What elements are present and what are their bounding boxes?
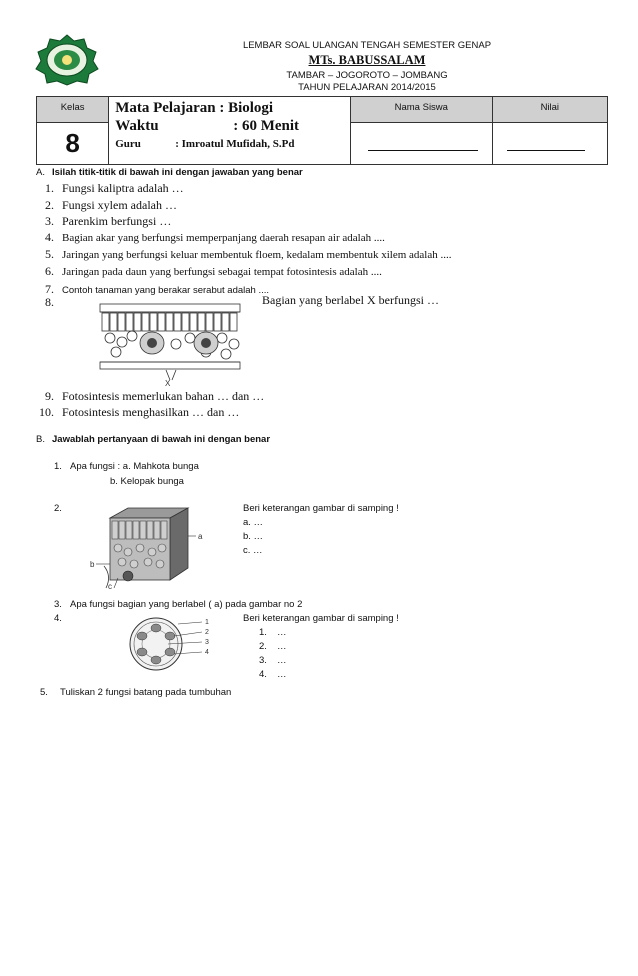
score-answer-cell[interactable] <box>492 123 607 165</box>
question-b-3 <box>54 599 302 610</box>
question-b-4-prompt: Beri keterangan gambar di samping ! <box>243 613 399 624</box>
figure-label-2: 2 <box>205 629 209 636</box>
name-label-cell <box>350 97 492 123</box>
question-a-1 <box>34 181 184 196</box>
question-number: 2. <box>45 198 54 212</box>
question-a-7 <box>34 282 269 297</box>
stem-cross-section-figure <box>128 614 218 674</box>
kelas-label: Kelas <box>60 102 85 113</box>
figure-label-b: b <box>90 560 95 569</box>
question-text: Fotosintesis menghasilkan … dan … <box>62 405 240 419</box>
question-number: 9. <box>45 389 54 403</box>
teacher-value: : Imroatul Mufidah, S.Pd <box>175 138 295 150</box>
question-b-4-number: 4. <box>54 613 62 624</box>
question-number: 10. <box>39 405 54 419</box>
question-a-8-text: Bagian yang berlabel X berfungsi … <box>262 293 439 307</box>
question-text: Jaringan yang berfungsi keluar membentuk floem, kedalam membentuk xilem adalah .... <box>62 249 452 261</box>
question-text: Contoh tanaman yang berakar serabut adalah .... <box>62 285 270 296</box>
question-b-4-answer-2[interactable] <box>259 641 287 652</box>
question-a-8-number <box>34 295 62 310</box>
teacher-label: Guru <box>115 138 141 150</box>
figure-label-3: 3 <box>205 639 209 646</box>
question-text: Fotosintesis memerlukan bahan … dan … <box>62 389 265 403</box>
question-b-2-answer-b[interactable]: b. … <box>243 531 264 542</box>
question-number: 5. <box>40 687 48 698</box>
question-text: Bagian akar yang berfungsi memperpanjang daerah resapan air adalah .... <box>62 232 385 244</box>
question-number: 1. <box>45 181 54 195</box>
section-b-heading <box>36 434 270 445</box>
leaf-cross-section-figure <box>96 300 246 388</box>
leaf-structure-figure <box>88 506 238 590</box>
question-a-10 <box>34 405 239 420</box>
question-number: 3. <box>45 214 54 228</box>
answer-blank[interactable]: … <box>277 641 287 652</box>
question-text: Apa fungsi : a. Mahkota bunga <box>70 461 199 472</box>
figure-label-c: c <box>108 582 112 590</box>
kelas-value-cell <box>37 123 109 165</box>
question-b-2-answer-c[interactable]: c. … <box>243 545 263 556</box>
section-a-letter: A. <box>36 167 45 178</box>
question-number: 1. <box>54 461 62 472</box>
academic-year: TAHUN PELAJARAN 2014/2015 <box>298 82 436 93</box>
question-number: 8. <box>45 295 54 309</box>
score-answer-line[interactable] <box>507 149 585 151</box>
question-text: Apa fungsi bagian yang berlabel ( a) pada gambar no 2 <box>70 599 303 610</box>
score-label: Nilai <box>540 102 560 113</box>
figure-label-x: X <box>165 379 171 388</box>
question-number: 7. <box>45 282 54 296</box>
question-text: Jaringan pada daun yang berfungsi sebagai tempat fotosintesis adalah .... <box>62 266 382 278</box>
header-title: LEMBAR SOAL ULANGAN TENGAH SEMESTER GENAP <box>242 40 492 51</box>
school-address: TAMBAR – JOGOROTO – JOMBANG <box>286 70 448 81</box>
name-answer-cell[interactable] <box>350 123 492 165</box>
figure-label-4: 4 <box>205 649 209 656</box>
question-b-1-sub: b. Kelopak bunga <box>110 476 184 487</box>
question-number: 4. <box>45 230 54 244</box>
section-a-title: Isilah titik-titik di bawah ini dengan jawaban yang benar <box>52 167 303 178</box>
answer-blank[interactable]: … <box>277 669 287 680</box>
time-label: Waktu <box>115 118 159 134</box>
info-table <box>36 96 608 165</box>
answer-blank[interactable]: … <box>277 627 287 638</box>
question-text: Parenkim berfungsi … <box>62 214 172 228</box>
section-b-title: Jawablah pertanyaan di bawah ini dengan benar <box>52 434 271 445</box>
question-number: 3. <box>54 599 62 610</box>
score-label-cell <box>492 97 607 123</box>
section-a-heading <box>36 167 303 178</box>
question-b-2-answer-a[interactable]: a. … <box>243 517 264 528</box>
question-number: 6. <box>45 264 54 278</box>
question-a-3 <box>34 214 171 229</box>
answer-number: 1. <box>259 627 267 638</box>
question-b-2-number: 2. <box>54 503 62 514</box>
question-a-9 <box>34 389 264 404</box>
question-text: Fungsi kaliptra adalah … <box>62 181 184 195</box>
section-b-letter: B. <box>36 434 45 445</box>
figure-label-a: a <box>198 532 203 541</box>
question-a-2 <box>34 198 177 213</box>
kelas-value: 8 <box>65 128 80 158</box>
figure-label-1: 1 <box>205 619 209 626</box>
answer-number: 4. <box>259 669 267 680</box>
question-a-5 <box>34 247 451 262</box>
answer-number: 2. <box>259 641 267 652</box>
school-name: MTs. BABUSSALAM <box>308 53 426 67</box>
question-b-4-answer-1[interactable] <box>259 627 287 638</box>
question-text: Tuliskan 2 fungsi batang pada tumbuhan <box>60 687 232 698</box>
kelas-label-cell <box>37 97 109 123</box>
subject: Mata Pelajaran : Biologi <box>115 100 274 116</box>
question-b-2-prompt: Beri keterangan gambar di samping ! <box>243 503 399 514</box>
question-a-4 <box>34 230 385 245</box>
subject-cell <box>109 97 351 165</box>
answer-blank[interactable]: … <box>277 655 287 666</box>
question-text: Fungsi xylem adalah … <box>62 198 177 212</box>
question-b-1 <box>54 461 199 472</box>
question-a-6 <box>34 264 382 279</box>
question-b-4-answer-3[interactable] <box>259 655 287 666</box>
question-b-5 <box>40 687 231 698</box>
name-answer-line[interactable] <box>368 149 478 151</box>
name-label: Nama Siswa <box>394 102 448 113</box>
question-b-4-answer-4[interactable] <box>259 669 287 680</box>
question-number: 5. <box>45 247 54 261</box>
answer-number: 3. <box>259 655 267 666</box>
time-value: : 60 Menit <box>233 118 300 134</box>
